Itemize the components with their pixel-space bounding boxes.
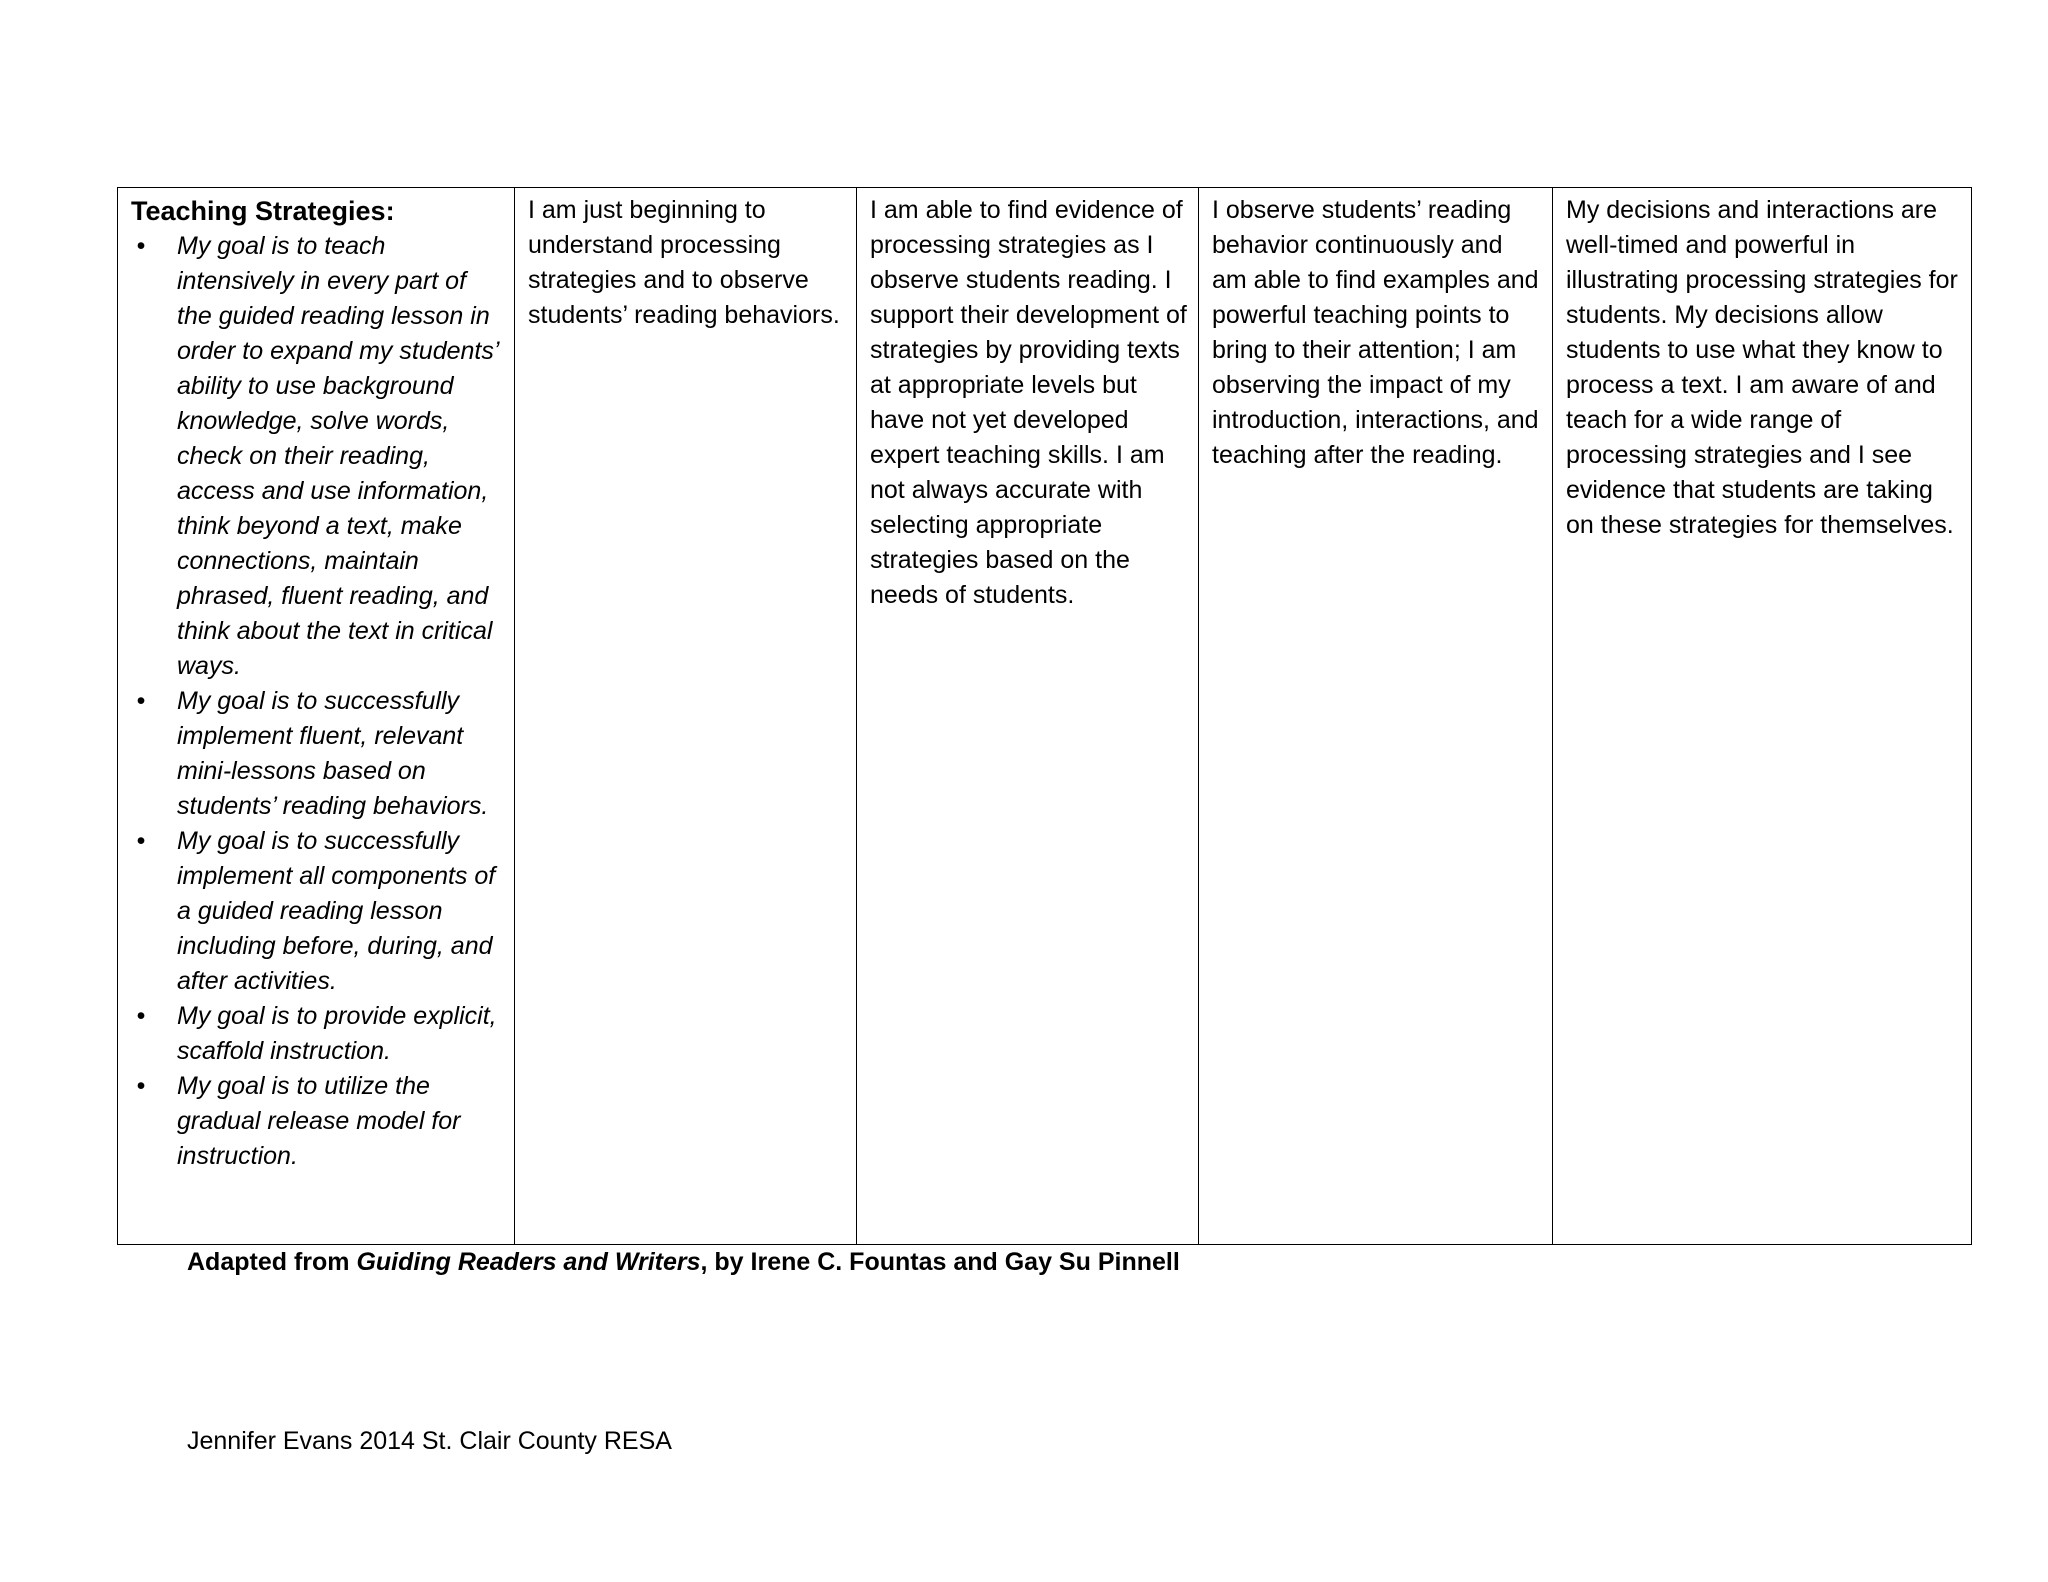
goal-item: [131, 229, 504, 684]
level-1-text: I am just beginning to understand processing strategies and to observe students’ reading behaviors.: [528, 196, 840, 329]
level-1-cell: [515, 188, 857, 1245]
goal-text: My goal is to utilize the gradual release model for instruction.: [177, 1072, 461, 1170]
level-3-text: I observe students’ reading behavior continuously and am able to find examples and powerful teaching points to bring to their attention; I am observing the impact of my introduction, interactions, and teaching after the reading.: [1212, 196, 1539, 469]
goal-item: [131, 1069, 504, 1174]
goal-item: [131, 824, 504, 999]
citation-prefix: Adapted from: [187, 1248, 357, 1276]
citation-suffix: , by Irene C. Fountas and Gay Su Pinnell: [700, 1248, 1180, 1276]
bullet-icon: •: [136, 687, 146, 715]
citation-line: [187, 1245, 1180, 1279]
goal-text: My goal is to teach intensively in every part of the guided reading lesson in order to expand my students’ ability to use background knowledge, solve words, check on their reading, access and use information, think beyond a text, make connections, maintain phrased, fluent reading, and think about the text in critical ways.: [177, 232, 499, 680]
bullet-icon: •: [136, 827, 146, 855]
bullet-icon: •: [136, 1072, 146, 1100]
bullet-icon: •: [136, 1002, 146, 1030]
goal-text: My goal is to provide explicit, scaffold instruction.: [177, 1002, 497, 1065]
citation-book-title: Guiding Readers and Writers: [356, 1248, 701, 1276]
level-2-text: I am able to find evidence of processing strategies as I observe students reading. I support their development of strategies by providing texts at appropriate levels but have not yet developed expert teaching skills. I am not always accurate with selecting appropriate strategies based on the needs of students.: [870, 196, 1187, 609]
level-3-cell: [1199, 188, 1553, 1245]
rubric-table: [117, 187, 1972, 1245]
level-4-text: My decisions and interactions are well-timed and powerful in illustrating processing strategies for students. My decisions allow students to use what they know to process a text. I am aware of and teach for a wide range of processing strategies and I see evidence that students are taking on these strategies for themselves.: [1566, 196, 1958, 539]
footer-credit: Jennifer Evans 2014 St. Clair County RESA: [187, 1427, 672, 1455]
goal-item: [131, 684, 504, 824]
category-cell: [118, 188, 515, 1245]
goal-text: My goal is to successfully implement all components of a guided reading lesson including before, during, and after activities.: [177, 827, 496, 995]
table-row: [118, 188, 1972, 1245]
level-4-cell: [1553, 188, 1972, 1245]
goal-text: My goal is to successfully implement fluent, relevant mini-lessons based on students’ reading behaviors.: [177, 687, 489, 820]
level-2-cell: [857, 188, 1199, 1245]
category-heading: Teaching Strategies:: [131, 196, 395, 226]
bullet-icon: •: [136, 232, 146, 260]
goal-list: [131, 229, 504, 1174]
goal-item: [131, 999, 504, 1069]
